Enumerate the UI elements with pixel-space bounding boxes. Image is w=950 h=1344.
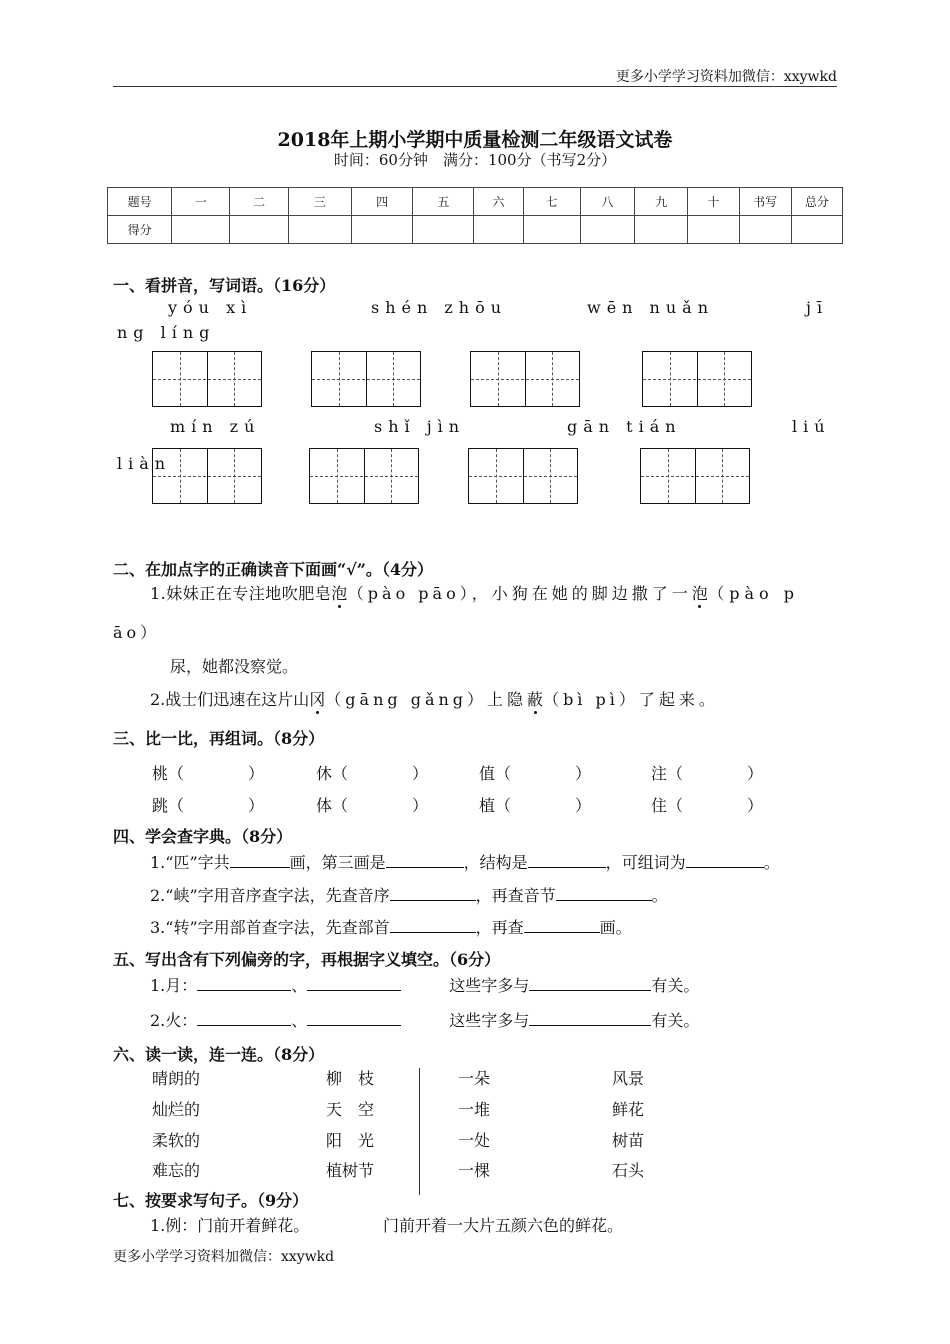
answer-blank[interactable] <box>386 853 464 868</box>
text: 。 <box>763 853 780 872</box>
pinyin-label: wēn nuǎn <box>587 298 715 317</box>
text: 2.火： <box>150 1011 198 1030</box>
text: 画。 <box>599 918 632 937</box>
pinyin-label: gān tián <box>567 417 682 436</box>
dotted-char: 泡 <box>331 581 348 604</box>
match-item[interactable]: 植树节 <box>326 1161 375 1180</box>
dotted-char: 冈 <box>309 687 325 710</box>
example-sentence: 门前开着一大片五颜六色的鲜花。 <box>383 1216 624 1235</box>
page-subtitle: 时间：60分钟 满分：100分（书写2分） <box>333 151 617 169</box>
match-item[interactable]: 灿烂的 <box>152 1100 201 1119</box>
pinyin-label: yóu xì <box>168 298 253 317</box>
text: ，再查音节 <box>475 886 556 905</box>
match-item[interactable]: 石头 <box>612 1161 645 1180</box>
page-title: 2018年上期小学期中质量检测二年级语文试卷 <box>277 129 673 151</box>
score-table-header-row <box>108 188 843 216</box>
header-rule <box>113 86 837 87</box>
answer-blank[interactable] <box>307 976 401 991</box>
word-blank[interactable]: 跳（ ） <box>152 796 265 815</box>
table-cell: 总分 <box>791 188 842 216</box>
question-line <box>150 687 719 710</box>
table-cell: 六 <box>474 188 523 216</box>
table-cell: 四 <box>351 188 412 216</box>
pinyin-label: ng líng <box>117 323 216 342</box>
match-item[interactable]: 风景 <box>612 1069 645 1088</box>
writing-box[interactable] <box>152 351 262 407</box>
text: 有关。 <box>651 976 700 995</box>
match-item[interactable]: 晴朗的 <box>152 1069 201 1088</box>
match-item[interactable]: 一棵 <box>458 1161 491 1180</box>
writing-box[interactable] <box>309 448 419 504</box>
table-cell: 八 <box>580 188 634 216</box>
section-7-title: 七、按要求写句子。（9分） <box>113 1191 309 1210</box>
writing-box[interactable] <box>152 448 262 504</box>
text: 2.战士们迅速在这片山 <box>150 690 310 709</box>
pinyin-label: liú <box>792 417 831 436</box>
score-cell[interactable] <box>523 216 580 244</box>
answer-blank[interactable] <box>390 886 476 901</box>
section-1-title: 一、看拼音，写词语。（16分） <box>113 276 336 295</box>
section-3-title: 三、比一比，再组词。（8分） <box>113 729 325 748</box>
column-divider <box>419 1068 420 1195</box>
question-line <box>150 883 668 906</box>
question-line <box>150 850 780 873</box>
text: 这些字多与 <box>449 1011 530 1030</box>
dotted-char: 泡 <box>692 581 709 604</box>
question-line <box>150 581 799 604</box>
text: ，可组词为 <box>605 853 686 872</box>
section-5-title: 五、写出含有下列偏旁的字，再根据字义填空。（6分） <box>113 950 501 969</box>
table-cell: 得分 <box>108 216 172 244</box>
footer-note: 更多小学学习资料加微信：xxywkd <box>113 1249 335 1265</box>
match-item[interactable]: 天 空 <box>326 1100 375 1119</box>
answer-blank[interactable] <box>307 1011 401 1026</box>
text: 有关。 <box>651 1011 700 1030</box>
score-cell[interactable] <box>688 216 739 244</box>
word-blank[interactable]: 值（ ） <box>479 764 592 783</box>
match-item[interactable]: 鲜花 <box>612 1100 645 1119</box>
writing-box[interactable] <box>470 351 580 407</box>
text: 2.“峡”字用音序查字法，先查音序 <box>150 886 390 905</box>
writing-box[interactable] <box>642 351 752 407</box>
text: 、 <box>291 1011 308 1030</box>
score-table-score-row <box>108 216 843 244</box>
score-cell[interactable] <box>580 216 634 244</box>
answer-blank[interactable] <box>529 1011 651 1026</box>
text: ，结构是 <box>463 853 528 872</box>
match-item[interactable]: 一处 <box>458 1131 491 1150</box>
score-table <box>107 187 843 244</box>
answer-blank[interactable] <box>197 1011 291 1026</box>
answer-blank[interactable] <box>529 976 651 991</box>
match-item[interactable]: 阳 光 <box>326 1131 375 1150</box>
writing-box[interactable] <box>468 448 578 504</box>
text: ，再查 <box>475 918 524 937</box>
match-item[interactable]: 柔软的 <box>152 1131 201 1150</box>
question-line: 尿，她都没察觉。 <box>170 657 299 676</box>
pinyin-label: shén zhōu <box>371 298 508 317</box>
answer-blank[interactable] <box>528 853 606 868</box>
dotted-char: 蔽 <box>527 687 543 710</box>
word-blank[interactable]: 住（ ） <box>651 796 764 815</box>
score-cell[interactable] <box>172 216 230 244</box>
score-cell[interactable] <box>288 216 351 244</box>
word-blank[interactable]: 桃（ ） <box>152 764 265 783</box>
text: （bì pì）了起来。 <box>543 690 719 709</box>
pinyin-label: shǐ jìn <box>374 417 466 436</box>
text: （pào p <box>708 584 799 603</box>
pinyin-label: jī <box>806 298 829 317</box>
text: 、 <box>291 976 308 995</box>
section-4-title: 四、学会查字典。（8分） <box>113 827 293 846</box>
match-item[interactable]: 难忘的 <box>152 1161 201 1180</box>
header-note: 更多小学学习资料加微信：xxywkd <box>615 69 837 85</box>
answer-blank[interactable] <box>230 853 290 868</box>
section-2-title: 二、在加点字的正确读音下面画“√”。（4分） <box>113 560 434 579</box>
word-blank[interactable]: 植（ ） <box>479 796 592 815</box>
score-cell[interactable] <box>635 216 688 244</box>
text: 1.月： <box>150 976 198 995</box>
text: 1.妹妹正在专注地吹肥皂 <box>150 584 332 603</box>
score-cell[interactable] <box>791 216 842 244</box>
question-line <box>150 973 699 996</box>
question-line <box>150 1008 699 1031</box>
answer-blank[interactable] <box>524 918 600 933</box>
writing-box[interactable] <box>640 448 750 504</box>
question-line <box>150 915 632 938</box>
table-cell: 二 <box>230 188 288 216</box>
table-cell: 三 <box>288 188 351 216</box>
word-blank[interactable]: 注（ ） <box>651 764 764 783</box>
answer-blank[interactable] <box>390 918 476 933</box>
score-cell[interactable] <box>474 216 523 244</box>
answer-blank[interactable] <box>556 886 652 901</box>
question-line: āo） <box>113 623 161 642</box>
match-item[interactable]: 柳 枝 <box>326 1069 375 1088</box>
answer-blank[interactable] <box>686 853 764 868</box>
score-cell[interactable] <box>230 216 288 244</box>
example-sentence: 1.例：门前开着鲜花。 <box>150 1216 310 1235</box>
table-cell: 一 <box>172 188 230 216</box>
match-item[interactable]: 一朵 <box>458 1069 491 1088</box>
word-blank[interactable]: 体（ ） <box>316 796 429 815</box>
text: 这些字多与 <box>449 976 530 995</box>
text: （pào pāo），小狗在她的脚边撒了一 <box>347 584 692 603</box>
pinyin-label: mín zú <box>170 417 261 436</box>
table-cell: 题号 <box>108 188 172 216</box>
table-cell: 书写 <box>739 188 791 216</box>
text: 3.“转”字用部首查字法，先查部首 <box>150 918 390 937</box>
text: （gāng gǎng）上隐 <box>325 690 528 709</box>
table-cell: 七 <box>523 188 580 216</box>
pinyin-label: liàn <box>117 454 172 473</box>
text: 。 <box>651 886 668 905</box>
table-cell: 五 <box>413 188 474 216</box>
text: 1.“匹”字共 <box>150 853 230 872</box>
score-cell[interactable] <box>739 216 791 244</box>
writing-box[interactable] <box>311 351 421 407</box>
word-blank[interactable]: 休（ ） <box>316 764 429 783</box>
table-cell: 九 <box>635 188 688 216</box>
text: 画，第三画是 <box>289 853 386 872</box>
score-cell[interactable] <box>351 216 412 244</box>
answer-blank[interactable] <box>197 976 291 991</box>
table-cell: 十 <box>688 188 739 216</box>
match-item[interactable]: 树苗 <box>612 1131 645 1150</box>
section-6-title: 六、读一读，连一连。（8分） <box>113 1045 325 1064</box>
score-cell[interactable] <box>413 216 474 244</box>
match-item[interactable]: 一堆 <box>458 1100 491 1119</box>
